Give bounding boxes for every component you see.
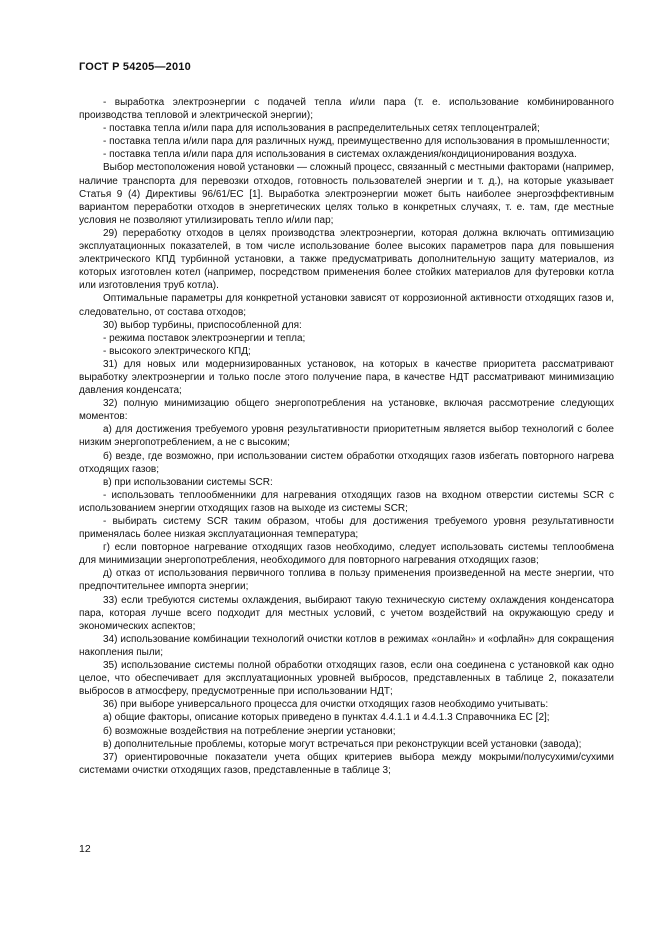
paragraph: - использовать теплообменники для нагревания отходящих газов на входном отверстии системы SCR с использованием энергии отходящих газов на выходе из системы SCR; xyxy=(79,489,614,514)
paragraph: б) везде, где возможно, при использовании систем обработки отходящих газов избегать повторного нагрева отходящих газов; xyxy=(79,450,614,475)
paragraph: 32) полную минимизацию общего энергопотребления на установке, включая рассмотрение следующих моментов: xyxy=(79,398,614,423)
paragraph: - выбирать систему SCR таким образом, чтобы для достижения требуемого уровня результативности применялась более низкая эксплуатационная температура; xyxy=(79,516,614,541)
paragraph: 37) ориентировочные показатели учета общих критериев выбора между мокрыми/полусухими/сухими системами очистки отходящих газов, представленные в таблице 3; xyxy=(79,751,614,776)
paragraph: в) дополнительные проблемы, которые могут встречаться при реконструкции всей установки (завода); xyxy=(103,738,582,750)
paragraph: - высокого электрического КПД; xyxy=(103,345,251,357)
paragraph: - поставка тепла и/или пара для различных нужд, преимущественно для использования в промышленности; xyxy=(103,136,610,148)
paragraph: а) для достижения требуемого уровня результативности приоритетным является выбор технологий с более низким энергопотреблением, а не с высоким; xyxy=(79,424,614,449)
paragraph: - выработка электроэнергии с подачей тепла и/или пара (т. е. использование комбинированного производства тепловой и электрической энергии); xyxy=(79,97,614,122)
paragraph: 34) использование комбинации технологий очистки котлов в режимах «онлайн» и «офлайн» для сокращения накопления пыли; xyxy=(79,633,614,658)
paragraph: д) отказ от использования первичного топлива в пользу применения произведенной на месте энергии, что предпочтительнее импорта энергии; xyxy=(79,568,614,593)
paragraph: 31) для новых или модернизированных установок, на которых в качестве приоритета рассматривают выработку электроэнергии и только после этого получение пара, в качестве НДТ рассматривают минимизацию давления конденсата; xyxy=(79,358,614,397)
paragraph: - поставка тепла и/или пара для использования в системах охлаждения/кондиционирования воздуха. xyxy=(103,149,577,161)
paragraph: Оптимальные параметры для конкретной установки зависят от коррозионной активности отходящих газов и, следовательно, от состава отходов; xyxy=(79,293,614,318)
paragraph: 30) выбор турбины, приспособленной для: xyxy=(103,319,302,331)
document-header: ГОСТ Р 54205—2010 xyxy=(79,61,191,73)
paragraph: 29) переработку отходов в целях производства электроэнергии, которая должна включать оптимизацию эксплуатационных показателей, в том числе использование более высоких параметров пара для повышения электрического КПД турбинной установки, а также предусматривать дополнительную защиту материалов, из которых изготовлен котел (например, посредством применения более стойких материалов для футеровки котла или изготовления труб котла). xyxy=(79,227,614,292)
paragraph: а) общие факторы, описание которых приведено в пунктах 4.4.1.1 и 4.4.1.3 Справочника ЕС [2]; xyxy=(103,712,550,724)
paragraph: 36) при выборе универсального процесса для очистки отходящих газов необходимо учитывать: xyxy=(103,699,549,711)
document-body xyxy=(79,96,614,777)
paragraph: в) при использовании системы SCR: xyxy=(103,476,273,488)
paragraph: Выбор местоположения новой установки — сложный процесс, связанный с местными факторами (например, наличие транспорта для перевозки отходов, готовность пользователей энергии и т. д.), на которые указывает Статья 9 (4) Директивы 96/61/ЕС [1]. Выработка электроэнергии может быть наиболее энергоэффективным вариантом переработки отходов в энергетических целях только в конкретных случаях, т. е. там, где местные условия не позволяют утилизировать тепло и/или пар; xyxy=(79,162,614,226)
page-number: 12 xyxy=(79,843,91,855)
paragraph: 35) использование системы полной обработки отходящих газов, если она соединена с установкой как одно целое, что обеспечивает для эксплуатационных уровней выбросов, представленных в таблице 2, показатели выбросов в атмосферу, предусмотренные при использовании НДТ; xyxy=(79,660,614,698)
paragraph: - поставка тепла и/или пара для использования в распределительных сетях теплоцентралей; xyxy=(103,123,540,135)
paragraph: - режима поставок электроэнергии и тепла; xyxy=(103,332,306,344)
paragraph: г) если повторное нагревание отходящих газов необходимо, следует использовать системы теплообмена для минимизации энергопотребления, необходимого для повторного нагревания отходящих газов; xyxy=(79,542,614,567)
paragraph: б) возможные воздействия на потребление энергии установки; xyxy=(103,725,396,737)
paragraph: 33) если требуются системы охлаждения, выбирают такую техническую систему охлаждения конденсатора пара, которая лучше всего подходит для местных условий, с учетом воздействий на окружающую среду и экономических аспектов; xyxy=(79,594,614,632)
